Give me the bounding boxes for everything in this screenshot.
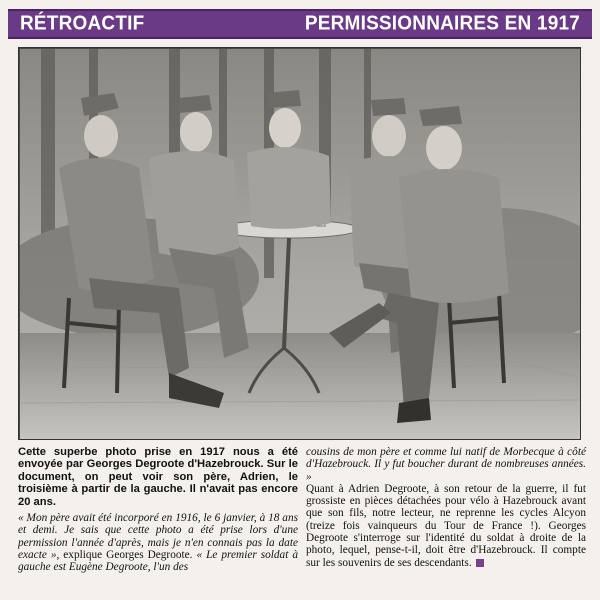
- quote-end-text: cousins de mon père et comme lui natif de Morbecque à côté d'Hazebrouck. Il y fut boucher durant de nombreuses années. »: [306, 446, 586, 483]
- section-header: [8, 9, 592, 39]
- quote-text: « Mon père avait été incorporé en 1916, le 6 janvier, à 18 ans et demi. Je sais que cette photo a été prise lors d'une permission l'année d'après, mais je n'en connais pas la date exacte »: [18, 512, 298, 561]
- lead-paragraph: Cette superbe photo prise en 1917 nous a été envoyée par Georges Degroote d'Hazebrouck. Sur le document, on peut voir son père, Adrien, le troisième à partir de la gauche. Il n'avait pas encore 20 ans.: [18, 446, 298, 508]
- floor: [19, 333, 581, 440]
- closing-paragraph: [306, 483, 586, 569]
- photo-illustration: [19, 48, 581, 440]
- article-column-right: [306, 446, 586, 598]
- section-title: RÉTROACTIF: [20, 12, 145, 35]
- quote-attribution: , explique Georges Degroote.: [56, 548, 197, 561]
- historical-photo: [18, 47, 581, 440]
- article-column-left: [18, 446, 298, 598]
- article-body: [18, 446, 586, 598]
- article-title: PERMISSIONNAIRES EN 1917: [304, 12, 580, 35]
- quote-continuation: « Le premier soldat à gauche est Eugène Degroote, l'un des: [18, 548, 298, 574]
- closing-text: Quant à Adrien Degroote, à son retour de la guerre, il fut grossiste en pièces détachées pour vélo à Hazebrouck avant que son fils, notre lecteur, ne reprenne les cycles Alcyon (treize fois vainqueurs du Tour de France !). Georges Degroote s'interroge sur l'identité du soldat à droite de la photo, lequel, pense-t-il, doit être d'Hazebrouck. Il compte sur les souvenirs de ses descendants.: [306, 482, 586, 569]
- end-of-article-mark: [476, 559, 484, 567]
- quote-paragraph: [18, 512, 298, 573]
- quote-end-paragraph: [306, 446, 586, 483]
